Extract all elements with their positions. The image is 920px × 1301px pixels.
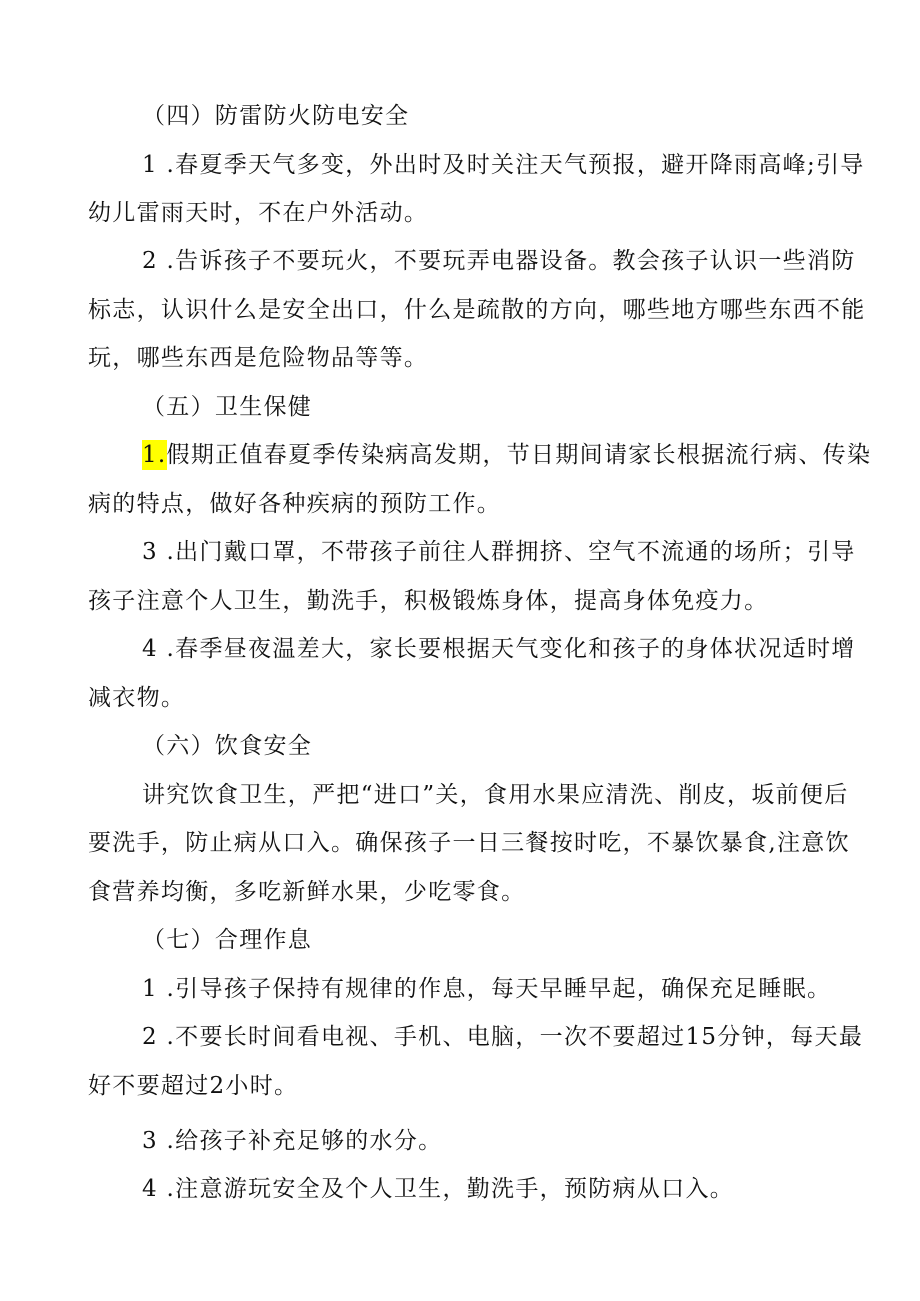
paragraph-line: 幼儿雷雨天时，不在户外活动。 xyxy=(88,200,429,226)
section-heading-6: （六）饮食安全 xyxy=(142,733,313,759)
paragraph-line: 标志，认识什么是安全出口，什么是疏散的方向，哪些地方哪些东西不能 xyxy=(88,297,866,323)
section-heading-4: （四）防雷防火防电安全 xyxy=(142,103,410,129)
paragraph-line: 要洗手，防止病从口入。确保孩子一日三餐按时吃，不暴饮暴食,注意饮 xyxy=(88,830,850,856)
paragraph-line: 4 .注意游玩安全及个人卫生，勤洗手，预防病从口入。 xyxy=(142,1176,735,1202)
paragraph-line: 2 .告诉孩子不要玩火，不要玩弄电器设备。教会孩子认识一些消防 xyxy=(142,248,856,274)
paragraph-line: 3 .给孩子补充足够的水分。 xyxy=(142,1128,443,1154)
section-heading-5: （五）卫生保健 xyxy=(142,394,313,420)
paragraph-line: 食营养均衡，多吃新鲜水果，少吃零食。 xyxy=(88,879,526,905)
paragraph-line: 3 .出门戴口罩，不带孩子前往人群拥挤、空气不流通的场所；引导 xyxy=(142,539,856,565)
highlighted-number: 1. xyxy=(142,442,167,468)
paragraph-line: 4 .春季昼夜温差大，家长要根据天气变化和孩子的身体状况适时增 xyxy=(142,636,856,662)
paragraph-text: 假期正值春夏季传染病高发期，节日期间请家长根据流行病、传染 xyxy=(166,442,872,468)
paragraph-line: 1 .引导孩子保持有规律的作息，每天早睡早起，确保充足睡眠。 xyxy=(142,976,832,1002)
paragraph-line: 玩，哪些东西是危险物品等等。 xyxy=(88,345,429,371)
paragraph-line xyxy=(142,440,872,470)
paragraph-line: 好不要超过2小时。 xyxy=(88,1073,299,1099)
section-heading-7: （七）合理作息 xyxy=(142,927,313,953)
paragraph-line: 病的特点，做好各种疾病的预防工作。 xyxy=(88,491,502,517)
paragraph-line: 1 .春夏季天气多变，外出时及时关注天气预报，避开降雨高峰;引导 xyxy=(142,152,865,178)
paragraph-line: 孩子注意个人卫生，勤洗手，积极锻炼身体，提高身体免疫力。 xyxy=(88,588,769,614)
paragraph-line: 2 .不要长时间看电视、手机、电脑，一次不要超过15分钟，每天最 xyxy=(142,1024,864,1050)
paragraph-line: 讲究饮食卫生，严把“进口”关，食用水果应清洗、削皮，坂前便后 xyxy=(142,782,849,808)
paragraph-line: 减衣物。 xyxy=(88,685,186,711)
